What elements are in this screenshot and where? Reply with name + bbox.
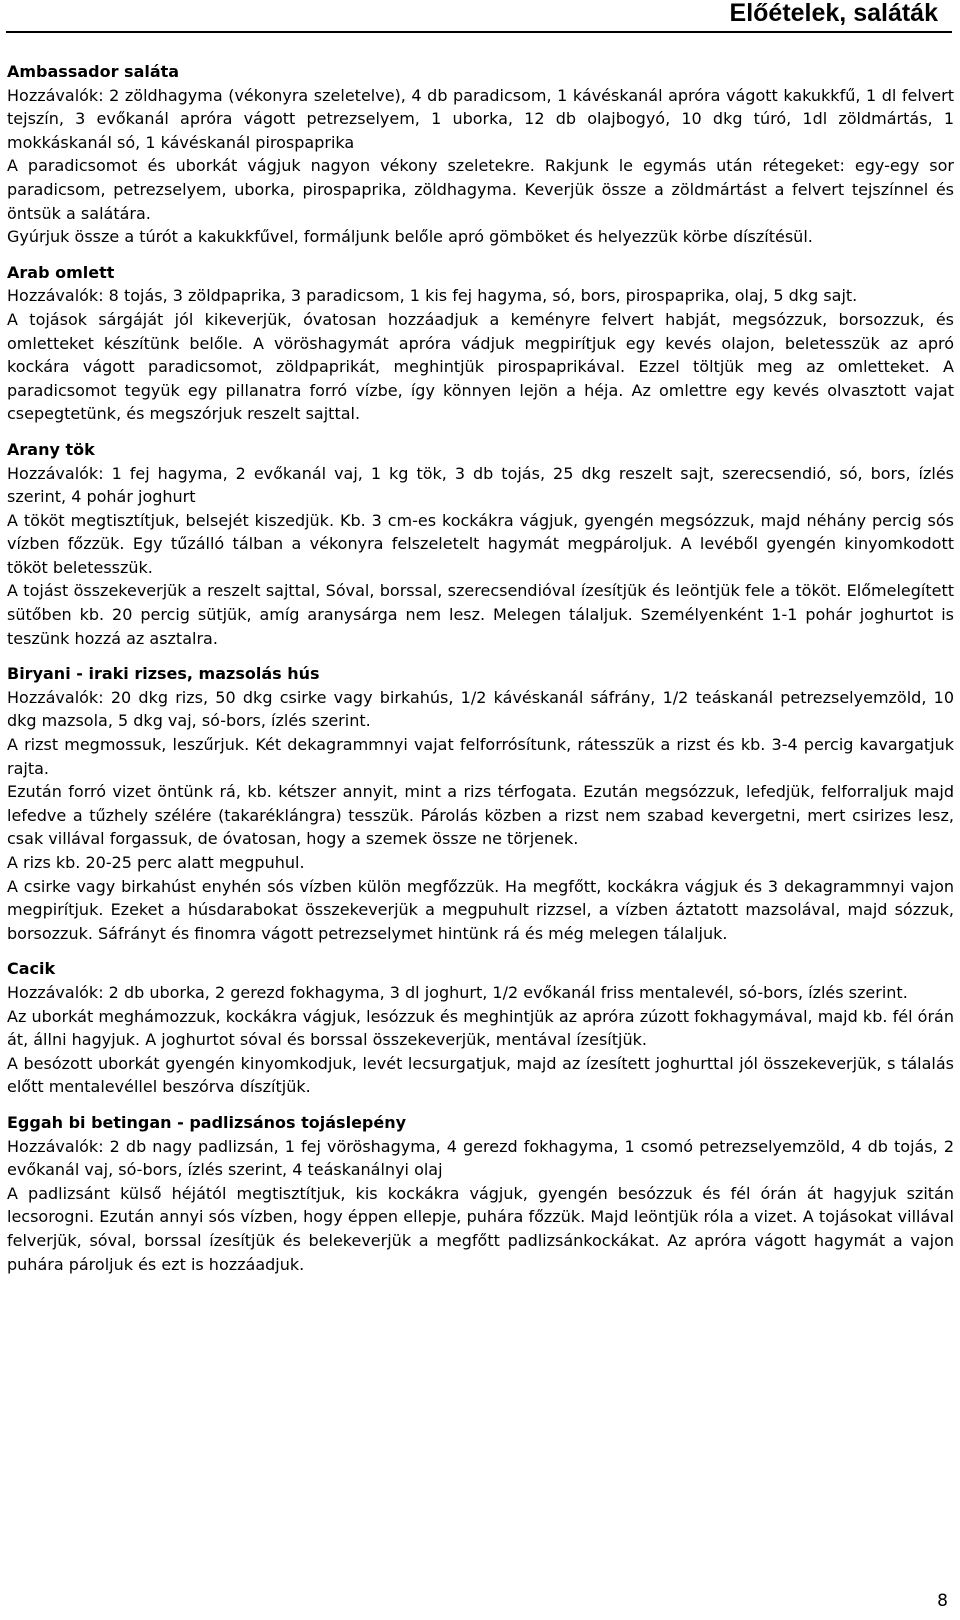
recipe-biryani [7,662,954,945]
ingredients-text: Hozzávalók: 2 zöldhagyma (vékonyra szeletelve), 4 db paradicsom, 1 kávéskanál apróra vágott kakukkfű, 1 dl felvert tejszín, 3 evőkanál apróra vágott petrezselyem, 1 uborka, 12 db olajbogyó, 10 dkg túró, 1dl zöldmártás, 1 mokkáskanál só, 1 kávéskanál pirospaprika [7,85,954,152]
header-divider [6,31,952,33]
recipe-title: Ambassador saláta [7,62,180,81]
recipe-title: Cacik [7,959,56,979]
recipe-title: Arany tök [7,439,95,459]
ingredients-text: Hozzávalók: 2 db nagy padlizsán, 1 fej vöröshagyma, 4 gerezd fokhagyma, 1 csomó petrezselyemzöld, 4 db tojás, 2 evőkanál vaj, só-bors, ízlés szerint, 4 teáskanálnyi olaj [7,1136,954,1180]
recipe-title: Arab omlett [7,262,115,282]
recipe-eggah-bi-betingan [7,1111,954,1276]
instructions-text: A tököt megtisztítjuk, belsejét kiszedjük. Kb. 3 cm-es kockákra vágjuk, gyengén megsózzuk, majd néhány percig sós vízben főzzük. Egy tűzálló tálban a vékonyra felszeletelt hagymát megpároljuk. A levéből gyengén kinyomkodott tököt beletesszük. [7,510,954,577]
instructions-text: A paradicsomot és uborkát vágjuk nagyon vékony szeletekre. Rakjunk le egymás után rétegeket: egy-egy sor paradicsom, petrezselyem, uborka, pirospaprika, zöldhagyma. Keverjük össze a zöldmártást a felvert tejszínnel és öntsük a salátára. [7,156,954,223]
ingredients-text: Hozzávalók: 8 tojás, 3 zöldpaprika, 3 paradicsom, 1 kis fej hagyma, só, bors, pirospaprika, olaj, 5 dkg sajt. [7,286,858,306]
recipe-title: Eggah bi betingan - padlizsános tojáslepény [7,1112,407,1132]
instructions-text: A rizs kb. 20-25 perc alatt megpuhul. [7,853,305,872]
instructions-text: Ezután forró vizet öntünk rá, kb. kétszer annyit, mint a rizs térfogata. Ezután megsózzuk, lefedjük, felforraljuk majd lefedve a tűzhely szélére (takaréklángra) tesszük. Párolás közben a rizst nem szabad kevergetni, mert csirizes lesz, csak villával forgassuk, de óvatosan, hogy a szemek össze ne törjenek. [7,782,954,849]
page-footer [0,1590,960,1620]
ingredients-text: Hozzávalók: 2 db uborka, 2 gerezd fokhagyma, 3 dl joghurt, 1/2 evőkanál friss mentalevél, só-bors, ízlés szerint. [7,982,908,1002]
instructions-text: A csirke vagy birkahúst enyhén sós vízben külön megfőzzük. Ha megfőtt, kockákra vágjuk és 3 dekagrammnyi vajon megpirítjuk. Ezeket a húsdarabokat összekeverjük a megpuhult rizzsel, a vízben áztatott mazsolával, majd sózzuk, borsozzuk. Sáfrányt és finomra vágott petrezselymet hintünk rá és még melegen tálaljuk. [7,876,954,943]
instructions-text: A rizst megmossuk, leszűrjuk. Két dekagrammnyi vajat felforrósítunk, rátesszük a rizst és kb. 3-4 percig kavargatjuk rajta. [7,735,954,778]
recipe-arany-tok [7,438,954,650]
ingredients-text: Hozzávalók: 1 fej hagyma, 2 evőkanál vaj, 1 kg tök, 3 db tojás, 25 dkg reszelt sajt, szerecsendió, só, bors, ízlés szerint, 4 pohár joghurt [7,463,954,507]
instructions-text: Az uborkát meghámozzuk, kockákra vágjuk, lesózzuk és meghintjük az apróra zúzott fokhagymával, majd kb. fél órán át, állni hagyjuk. A joghurtot sóval és borssal összekeverjük, mentával ízesítjük. [7,1006,954,1050]
instructions-text: A padlizsánt külső héjától megtisztítjuk, kis kockákra vágjuk, gyengén besózzuk és fél órán át hagyjuk szitán lecsorogni. Ezután annyi sós vízben, hogy éppen ellepje, puhára főzzük. Majd leöntjük róla a vizet. A tojásokat villával felverjük, sóval, borssal ízesítjük és belekeverjük a megfőtt padlizsánkockákat. Az apróra vágott hagymát a vajon puhára pároljuk és ezt is hozzáadjuk. [7,1183,954,1274]
instructions-text: A tojások sárgáját jól kikeverjük, óvatosan hozzáadjuk a keményre felvert habját, megsózzuk, borsozzuk, és omletteket készítünk belőle. A vöröshagymát apróra vádjuk megpirítjuk egy kevés olajon, beletesszük az apró kockára vágott paradicsomot, zöldpaprikát, meghintjük pirospaprikával. Ezzel töltjük meg az omletteket. A paradicsomot tegyük egy pillanatra forró vízbe, így könnyen lejön a héja. Az omlettre egy kevés olvasztott vajat csepegtetünk, és megszórjuk reszelt sajttal. [7,309,954,424]
page-header [0,0,960,32]
instructions-text: A besózott uborkát gyengén kinyomkodjuk, levét lecsurgatjuk, majd az ízesített joghurttal jól összekeverjük, s tálalás előtt mentalevéllel beszórva díszítjük. [7,1053,954,1097]
section-title: Előételek, saláták [729,0,938,27]
recipe-title: Biryani - iraki rizses, mazsolás hús [7,664,320,684]
recipe-list [7,60,954,1288]
recipe-ambassador-salata [7,60,954,249]
ingredients-text: Hozzávalók: 20 dkg rizs, 50 dkg csirke vagy birkahús, 1/2 kávéskanál sáfrány, 1/2 teáskanál petrezselyemzöld, 10 dkg mazsola, 5 dkg vaj, só-bors, ízlés szerint. [7,687,954,731]
page-number: 8 [937,1591,948,1611]
recipe-cacik [7,957,954,1099]
instructions-text: Gyúrjuk össze a túrót a kakukkfűvel, formáljunk belőle apró gömböket és helyezzük körbe díszítésül. [7,227,813,247]
instructions-text: A tojást összekeverjük a reszelt sajttal, Sóval, borssal, szerecsendióval ízesítjük és leöntjük fele a tököt. Előmelegített sütőben kb. 20 percig sütjük, amíg aranysárga nem lesz. Melegen tálaljuk. Személyenként 1-1 pohár joghurtot is teszünk hozzá az asztalra. [7,581,954,648]
recipe-arab-omlett [7,261,954,426]
